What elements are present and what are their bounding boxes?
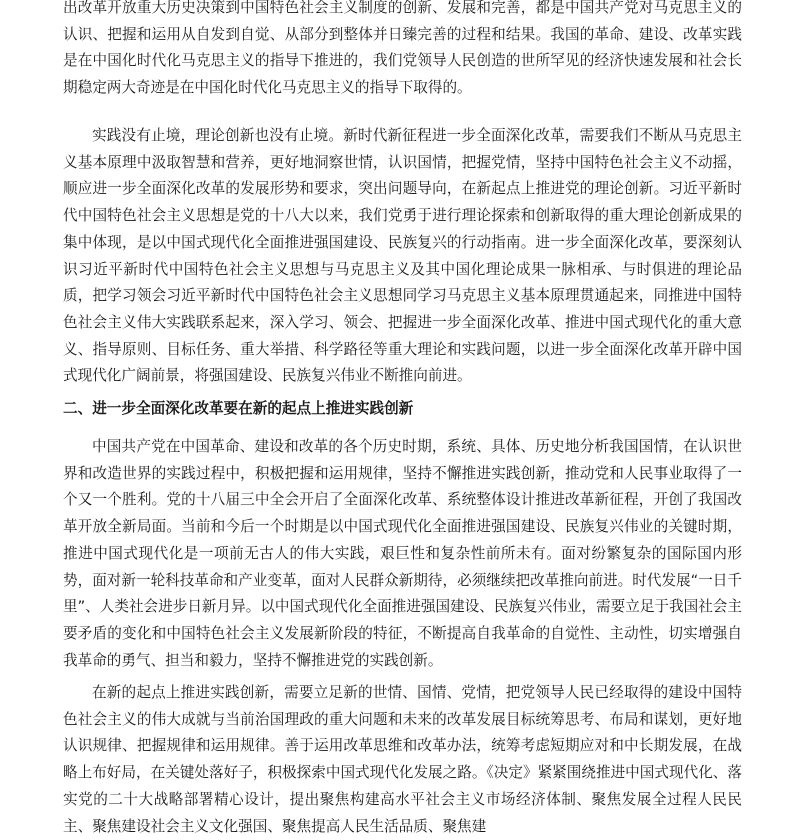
section-heading: 二、进一步全面深化改革要在新的起点上推进实践创新 xyxy=(63,400,414,417)
body-paragraph: 出改革开放重大历史决策到中国特色社会主义制度的创新、发展和完善，都是中国共产党对马克思主义的认识、把握和运用从自发到自觉、从部分到整体并日臻完善的过程和结果。我国的革命、建设、改革实践是在中国化时代化马克思主义的指导下推进的，我们党领导人民创造的世所罕见的经济快速发展和社会长期稳定两大奇迹是在中国化时代化马克思主义的指导下取得的。 xyxy=(63,0,742,97)
body-paragraph: 中国共产党在中国革命、建设和改革的各个历史时期，系统、具体、历史地分析我国国情，在认识世界和改造世界的实践过程中，积极把握和运用规律，坚持不懈推进实践创新，推动党和人民事业取得了一个又一个胜利。党的十八届三中全会开启了全面深化改革、系统整体设计推进改革新征程，开创了我国改革开放全新局面。当前和今后一个时期是以中国式现代化全面推进强国建设、民族复兴伟业的关键时期，推进中国式现代化是一项前无古人的伟大实践，艰巨性和复杂性前所未有。面对纷繁复杂的国际国内形势，面对新一轮科技革命和产业变革，面对人民群众新期待，必须继续把改革推向前进。时代发展“一日千里”、人类社会进步日新月异。以中国式现代化全面推进强国建设、民族复兴伟业，需要立足于我国社会主要矛盾的变化和中国特色社会主义发展新阶段的特征，不断提高自我革命的自觉性、主动性，切实增强自我革命的勇气、担当和毅力，坚持不懈推进党的实践创新。 xyxy=(63,438,742,669)
body-paragraph: 实践没有止境，理论创新也没有止境。新时代新征程进一步全面深化改革，需要我们不断从马克思主义基本原理中汲取智慧和营养，更好地洞察世情，认识国情，把握党情，坚持中国特色社会主义不动摇，顺应进一步全面深化改革的发展形势和要求，突出问题导向，在新起点上推进党的理论创新。习近平新时代中国特色社会主义思想是党的十八大以来，我们党勇于进行理论探索和创新取得的重大理论创新成果的集中体现，是以中国式现代化全面推进强国建设、民族复兴的行动指南。进一步全面深化改革，要深刻认识习近平新时代中国特色社会主义思想与马克思主义及其中国化理论成果一脉相承、与时俱进的理论品质，把学习领会习近平新时代中国特色社会主义思想同学习马克思主义基本原理贯通起来，同推进中国特色社会主义伟大实践联系起来，深入学习、领会、把握进一步全面深化改革、推进中国式现代化的重大意义、指导原则、目标任务、重大举措、科学路径等重大理论和实践问题，以进一步全面深化改革开辟中国式现代化广阔前景，将强国建设、民族复兴伟业不断推向前进。 xyxy=(63,127,742,385)
body-paragraph: 在新的起点上推进实践创新，需要立足新的世情、国情、党情，把党领导人民已经取得的建设中国特色社会主义的伟大成就与当前治国理政的重大问题和未来的改革发展目标统筹思考、布局和谋划，更好地认识规律、把握规律和运用规律。善于运用改革思维和改革办法，统筹考虑短期应对和中长期发展，在战略上布好局，在关键处落好子，积极探索中国式现代化发展之路。《决定》紧紧围绕推进中国式现代化、落实党的二十大战略部署精心设计，提出聚焦构建高水平社会主义市场经济体制、聚焦发展全过程人民民主、聚焦建设社会主义文化强国、聚焦提高人民生活品质、聚焦建 xyxy=(63,684,742,835)
